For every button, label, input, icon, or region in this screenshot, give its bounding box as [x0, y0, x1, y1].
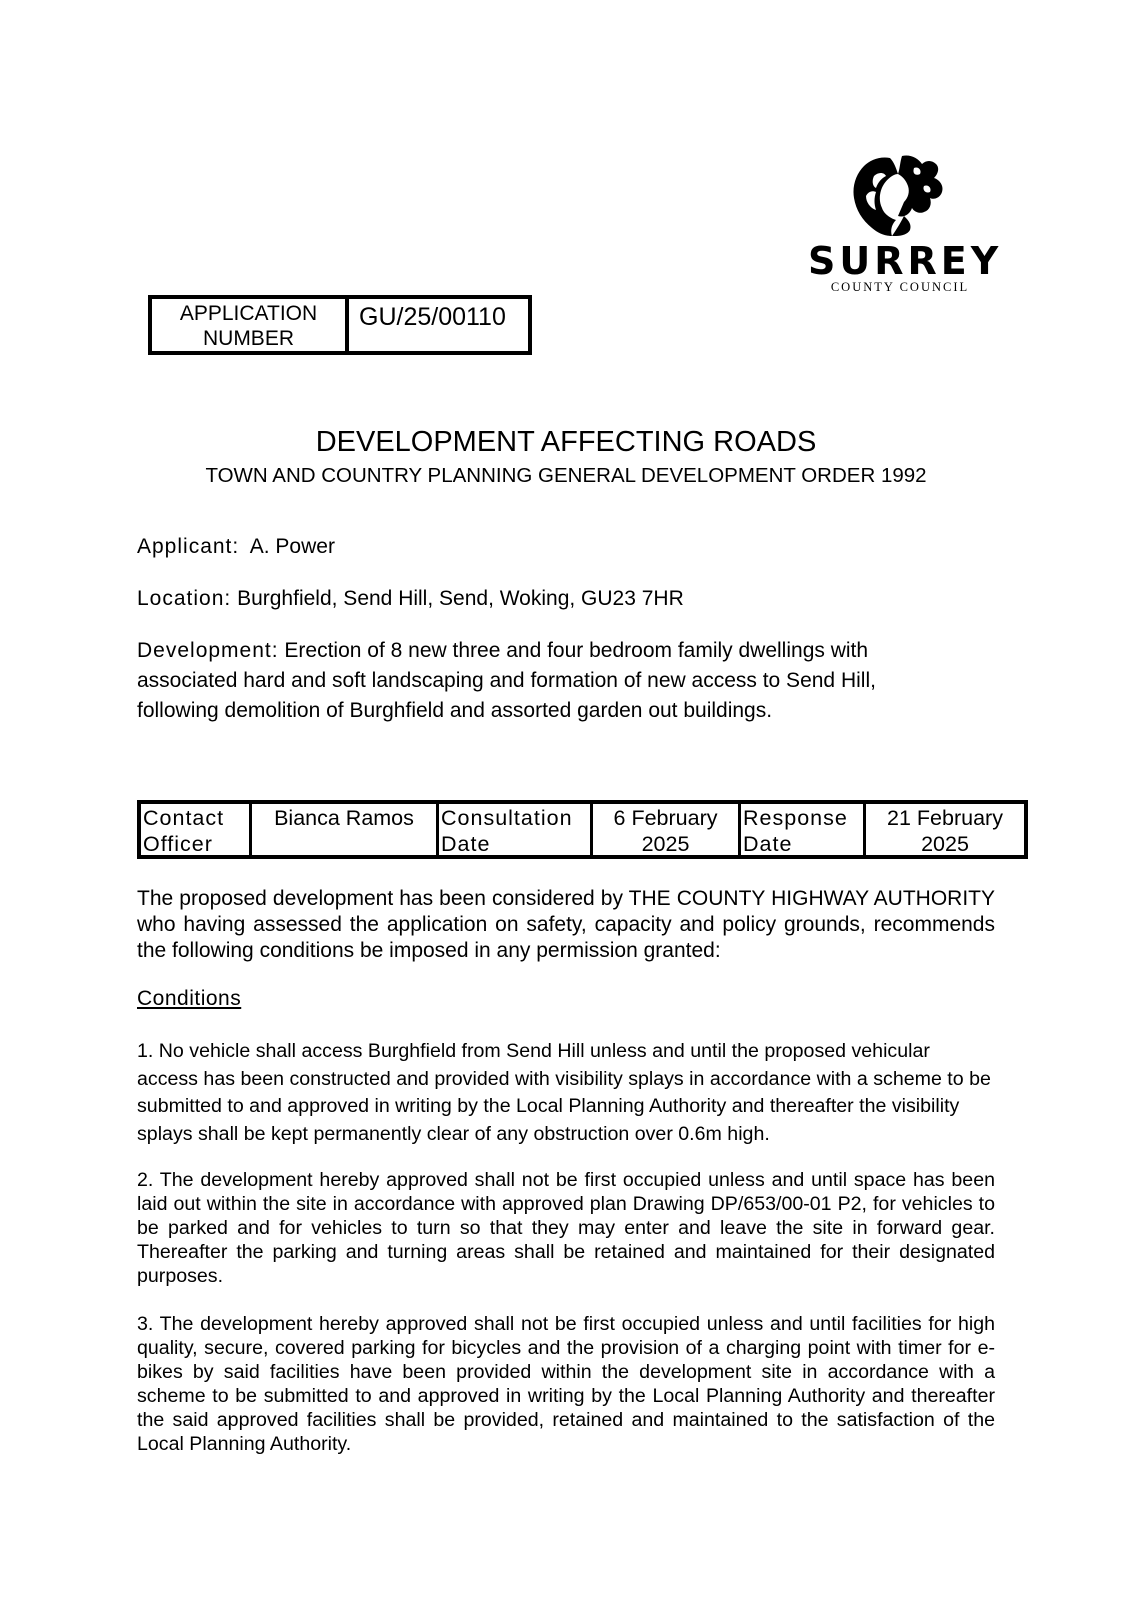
oak-leaf-icon [852, 154, 944, 236]
contact-table [137, 800, 1028, 859]
logo-wordmark: SURREY [808, 239, 1003, 283]
development-value: Erection of 8 new three and four bedroom family dwellings with associated hard and soft landscaping and formation of new access to Send Hill, following demolition of Burghfield and assorted garden out buildings. [137, 639, 876, 722]
document-subtitle: TOWN AND COUNTRY PLANNING GENERAL DEVELOPMENT ORDER 1992 [205, 464, 927, 487]
location-label: Location: [137, 587, 232, 610]
location-value: Burghfield, Send Hill, Send, Woking, GU23 7HR [237, 587, 684, 610]
location-row [137, 584, 997, 614]
consultation-date-label: Consultation Date [439, 804, 593, 855]
applicant-value: A. Power [249, 535, 335, 558]
response-date-value: 21 February 2025 [887, 806, 1003, 856]
consultation-date-value: 6 February 2025 [593, 804, 741, 855]
intro-paragraph: The proposed development has been considered by THE COUNTY HIGHWAY AUTHORITY who having assessed the application on safety, capacity and policy grounds, recommends the following conditions be imposed in any permission granted: [137, 887, 995, 962]
application-number-label: APPLICATION NUMBER [152, 299, 349, 351]
document-title: DEVELOPMENT AFFECTING ROADS [315, 426, 817, 458]
condition-2: 2. The development hereby approved shall not be first occupied unless and until space has been laid out within the site in accordance with approved plan Drawing DP/653/00-01 P2, for vehicles to be parked and for vehicles to turn so that they may enter and leave the site in forward gear. Thereafter the parking and turning areas shall be retained and maintained for their designated purposes. [137, 1169, 995, 1287]
applicant-row [137, 532, 997, 562]
condition-3: 3. The development hereby approved shall not be first occupied unless and until facilities for high quality, secure, covered parking for bicycles and the provision of a charging point with timer for e-bikes by said facilities have been provided within the development site in accordance with a scheme to be submitted to and approved in writing by the Local Planning Authority and thereafter the said approved facilities shall be provided, retained and maintained to the satisfaction of the Local Planning Authority. [137, 1313, 995, 1455]
contact-officer-value: Bianca Ramos [252, 804, 439, 855]
development-row [137, 636, 937, 726]
development-label: Development: [137, 639, 279, 662]
condition-1: 1. No vehicle shall access Burghfield from Send Hill unless and until the proposed vehicular access has been constructed and provided with visibility splays in accordance with a scheme to be submitted to and approved in writing by the Local Planning Authority and thereafter the visibility splays shall be kept permanently clear of any obstruction over 0.6m high. [137, 1040, 991, 1145]
contact-officer-label: Contact Officer [141, 804, 252, 855]
logo-subtitle: COUNTY COUNCIL [830, 280, 970, 294]
application-number-box [148, 295, 532, 355]
response-date-label: Response Date [741, 804, 866, 855]
conditions-heading: Conditions [137, 987, 242, 1010]
application-number-value: GU/25/00110 [359, 303, 506, 331]
applicant-label: Applicant: [137, 535, 240, 558]
